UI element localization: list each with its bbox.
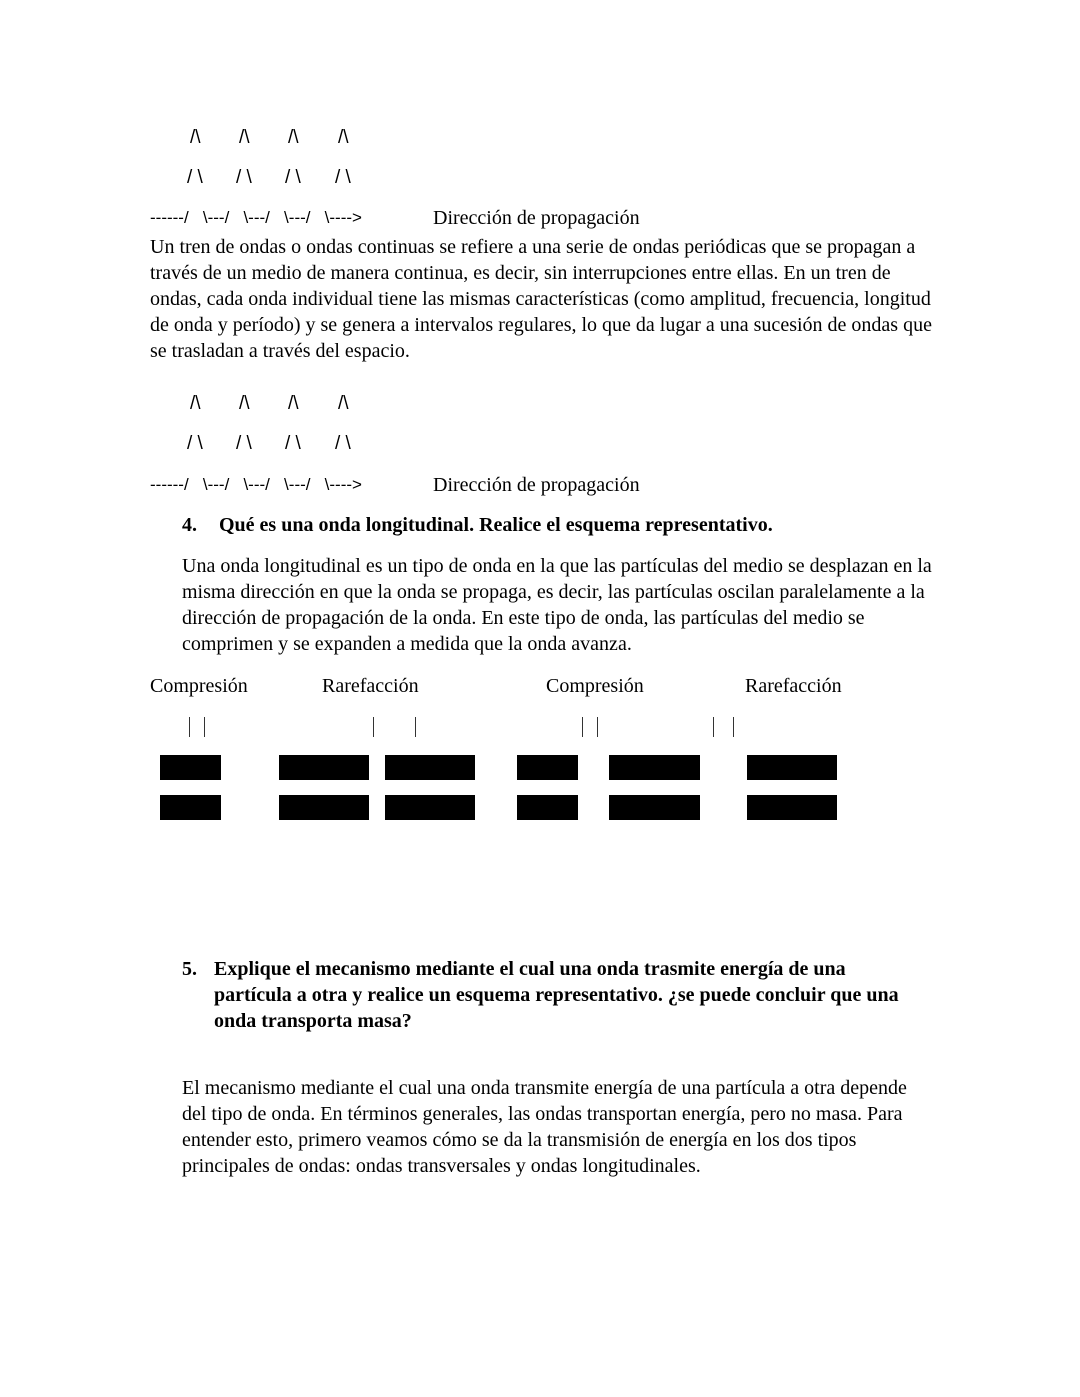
- baseline: ------/ \---/ \---/ \---/ \---->: [150, 475, 362, 494]
- peak: /\: [239, 127, 250, 148]
- particle-block: [517, 795, 578, 820]
- slope: / \: [285, 167, 301, 188]
- slope: / \: [335, 167, 351, 188]
- tick-mark: [713, 717, 714, 737]
- direction-label: Dirección de propagación: [433, 207, 640, 229]
- question-5-heading: Explique el mecanismo mediante el cual una onda trasmite energía de una partícula a otra y realice un esquema representativo. ¿se puede concluir que una onda transporta masa?: [214, 958, 899, 1032]
- peak: /\: [288, 127, 299, 148]
- particle-block: [279, 755, 369, 780]
- baseline: ------/ \---/ \---/ \---/ \---->: [150, 208, 362, 227]
- slope: / \: [187, 167, 203, 188]
- question-5-answer: El mecanismo mediante el cual una onda transmite energía de una partícula a otra depende del tipo de onda. En términos generales, las ondas transportan energía, pero no masa. Para entender esto, primero veamos cómo se da la transmisión de energía en los dos tipos principales de ondas: ondas transversales y ondas longitudinales.: [182, 1077, 907, 1177]
- tick-mark: [582, 717, 583, 737]
- tick-mark: [733, 717, 734, 737]
- peak: /\: [190, 393, 201, 414]
- question-4-heading: Qué es una onda longitudinal. Realice el esquema representativo.: [219, 514, 773, 536]
- particle-block: [609, 755, 700, 780]
- question-5-number: 5.: [182, 958, 197, 980]
- paragraph-wave-train: Un tren de ondas o ondas continuas se refiere a una serie de ondas periódicas que se propagan a través de un medio de manera continua, es decir, sin interrupciones entre ellas. En un tren de ondas, cada onda individual tiene las mismas características (como amplitud, frecuencia, longitud de onda y período) y se genera a intervalos regulares, lo que da lugar a una sucesión de ondas que se trasladan a través del espacio.: [150, 236, 932, 362]
- particle-block: [747, 795, 837, 820]
- peak: /\: [338, 127, 349, 148]
- tick-mark: [415, 717, 416, 737]
- label-compression: Compresión: [546, 675, 644, 697]
- particle-block: [385, 755, 475, 780]
- question-4-answer: Una onda longitudinal es un tipo de onda en la que las partículas del medio se desplazan en la misma dirección en que la onda se propaga, es decir, las partículas oscilan paralelamente a la dirección de propagación de la onda. En este tipo de onda, las partículas del medio se comprimen y se expanden a medida que la onda avanza.: [182, 555, 932, 655]
- slope: / \: [236, 167, 252, 188]
- slope: / \: [236, 433, 252, 454]
- particle-block: [609, 795, 700, 820]
- slope: / \: [285, 433, 301, 454]
- tick-mark: [373, 717, 374, 737]
- particle-block: [517, 755, 578, 780]
- tick-mark: [189, 717, 190, 737]
- slope: / \: [187, 433, 203, 454]
- particle-block: [160, 755, 221, 780]
- label-compression: Compresión: [150, 675, 248, 697]
- particle-block: [747, 755, 837, 780]
- peak: /\: [338, 393, 349, 414]
- peak: /\: [288, 393, 299, 414]
- peak: /\: [190, 127, 201, 148]
- direction-label: Dirección de propagación: [433, 474, 640, 496]
- label-rarefaction: Rarefacción: [745, 675, 842, 697]
- question-4-number: 4.: [182, 514, 197, 536]
- tick-mark: [204, 717, 205, 737]
- peak: /\: [239, 393, 250, 414]
- particle-block: [279, 795, 369, 820]
- particle-block: [160, 795, 221, 820]
- tick-mark: [597, 717, 598, 737]
- particle-block: [385, 795, 475, 820]
- slope: / \: [335, 433, 351, 454]
- label-rarefaction: Rarefacción: [322, 675, 419, 697]
